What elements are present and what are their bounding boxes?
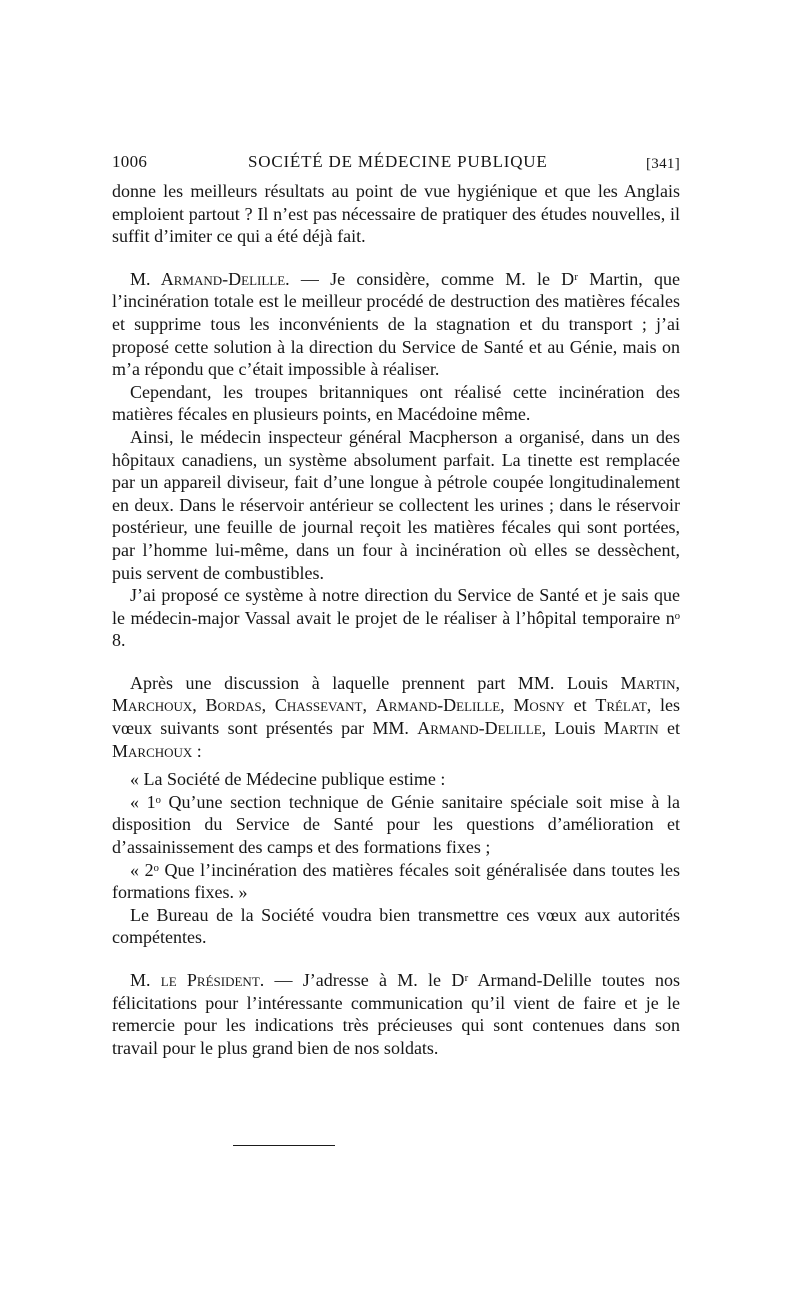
closing-rule: [233, 1145, 335, 1146]
member-name: Bordas: [205, 695, 262, 716]
member-name: Trélat: [595, 695, 647, 716]
paragraph-discussion: Après une discussion à laquelle prennent part MM. Louis Martin, Marchoux, Bordas, Chassevant, Armand-Delille, Mosny et Trélat, les vœux suivants sont présentés par MM. Armand-Delille, Louis Martin et Marchoux :: [112, 672, 681, 761]
paragraph-president: [112, 969, 680, 1059]
member-name: Chassevant: [274, 695, 363, 716]
paragraph-bureau: Le Bureau de la Société voudra bien transmettre ces vœux aux autorités compétentes.: [112, 904, 680, 948]
paragraph: Ainsi, le médecin inspecteur général Macpherson a organisé, dans un des hôpitaux canadiens, un système absolument parfait. La tinette est remplacée par un appareil diviseur, fait d’une longue à pétrole coupée longitudinalement en deux. Dans le réservoir antérieur se collectent les urines ; dans le réservoir postérieur, une feuille de journal reçoit les matières fécales qui sont portées, par l’homme lui-même, dans un four à incinération où elles se dessèchent, puis servent de combustibles.: [112, 426, 680, 583]
paragraph-armand-delille: [112, 268, 680, 381]
member-name: Martin: [620, 672, 676, 693]
section-number: [341]: [646, 156, 680, 172]
paragraph-continuation: donne les meilleurs résultats au point de vue hygiénique et que les Anglais emploient partout ? Il n’est pas nécessaire de pratiquer des études nouvelles, il suffit d’imiter ce qui a été déjà fait.: [112, 181, 680, 247]
speech-text: — J’adresse à M. le Dʳ Armand-Delille toutes nos félicitations pour l’intéressante communication qu’il vient de faire et je le remercie pour les indications très précieuses qui sont contenues dans son travail pour le plus grand bien de nos soldats.: [112, 970, 680, 1058]
running-title: SOCIÉTÉ DE MÉDECINE PUBLIQUE: [248, 152, 548, 171]
speech-text: — Je considère, comme M. le Dʳ Martin, que l’incinération totale est le meilleur procédé de destruction des matières fécales et supprime tous les inconvénients de la stagnation et du transport ; j’ai proposé cette solution à la direction du Service de Santé et au Génie, mais on m’a répondu que c’était impossible à réaliser.: [112, 268, 680, 380]
member-name: Armand-Delille: [375, 695, 501, 716]
member-name: Armand-Delille: [417, 718, 542, 739]
member-name: Martin: [603, 718, 659, 739]
member-name: Marchoux: [112, 695, 193, 716]
resolution-item-1: « 1ᵒ Qu’une section technique de Génie sanitaire spéciale soit mise à la disposition du Service de Santé pour les questions d’amélioration et d’assainissement des camps et des formations fixes ;: [112, 791, 680, 858]
member-name: Marchoux: [112, 740, 193, 761]
running-header: [112, 146, 680, 180]
paragraph: Cependant, les troupes britanniques ont réalisé cette incinération des matières fécales en plusieurs points, en Macédoine même.: [112, 381, 680, 425]
page-number: 1006: [112, 152, 148, 171]
document-page: [112, 146, 680, 1059]
speaker-name: M. le Président.: [130, 970, 265, 990]
resolution-intro: « La Société de Médecine publique estime :: [130, 769, 446, 790]
speaker-name: M. Armand-Delille.: [130, 268, 290, 289]
paragraph: J’ai proposé ce système à notre direction du Service de Santé et je sais que le médecin-major Vassal avait le projet de le réaliser à l’hôpital temporaire nᵒ 8.: [112, 585, 680, 651]
resolution-item-2: « 2ᵒ Que l’incinération des matières fécales soit généralisée dans toutes les formations fixes. »: [112, 859, 680, 903]
member-name: Mosny: [513, 695, 565, 716]
